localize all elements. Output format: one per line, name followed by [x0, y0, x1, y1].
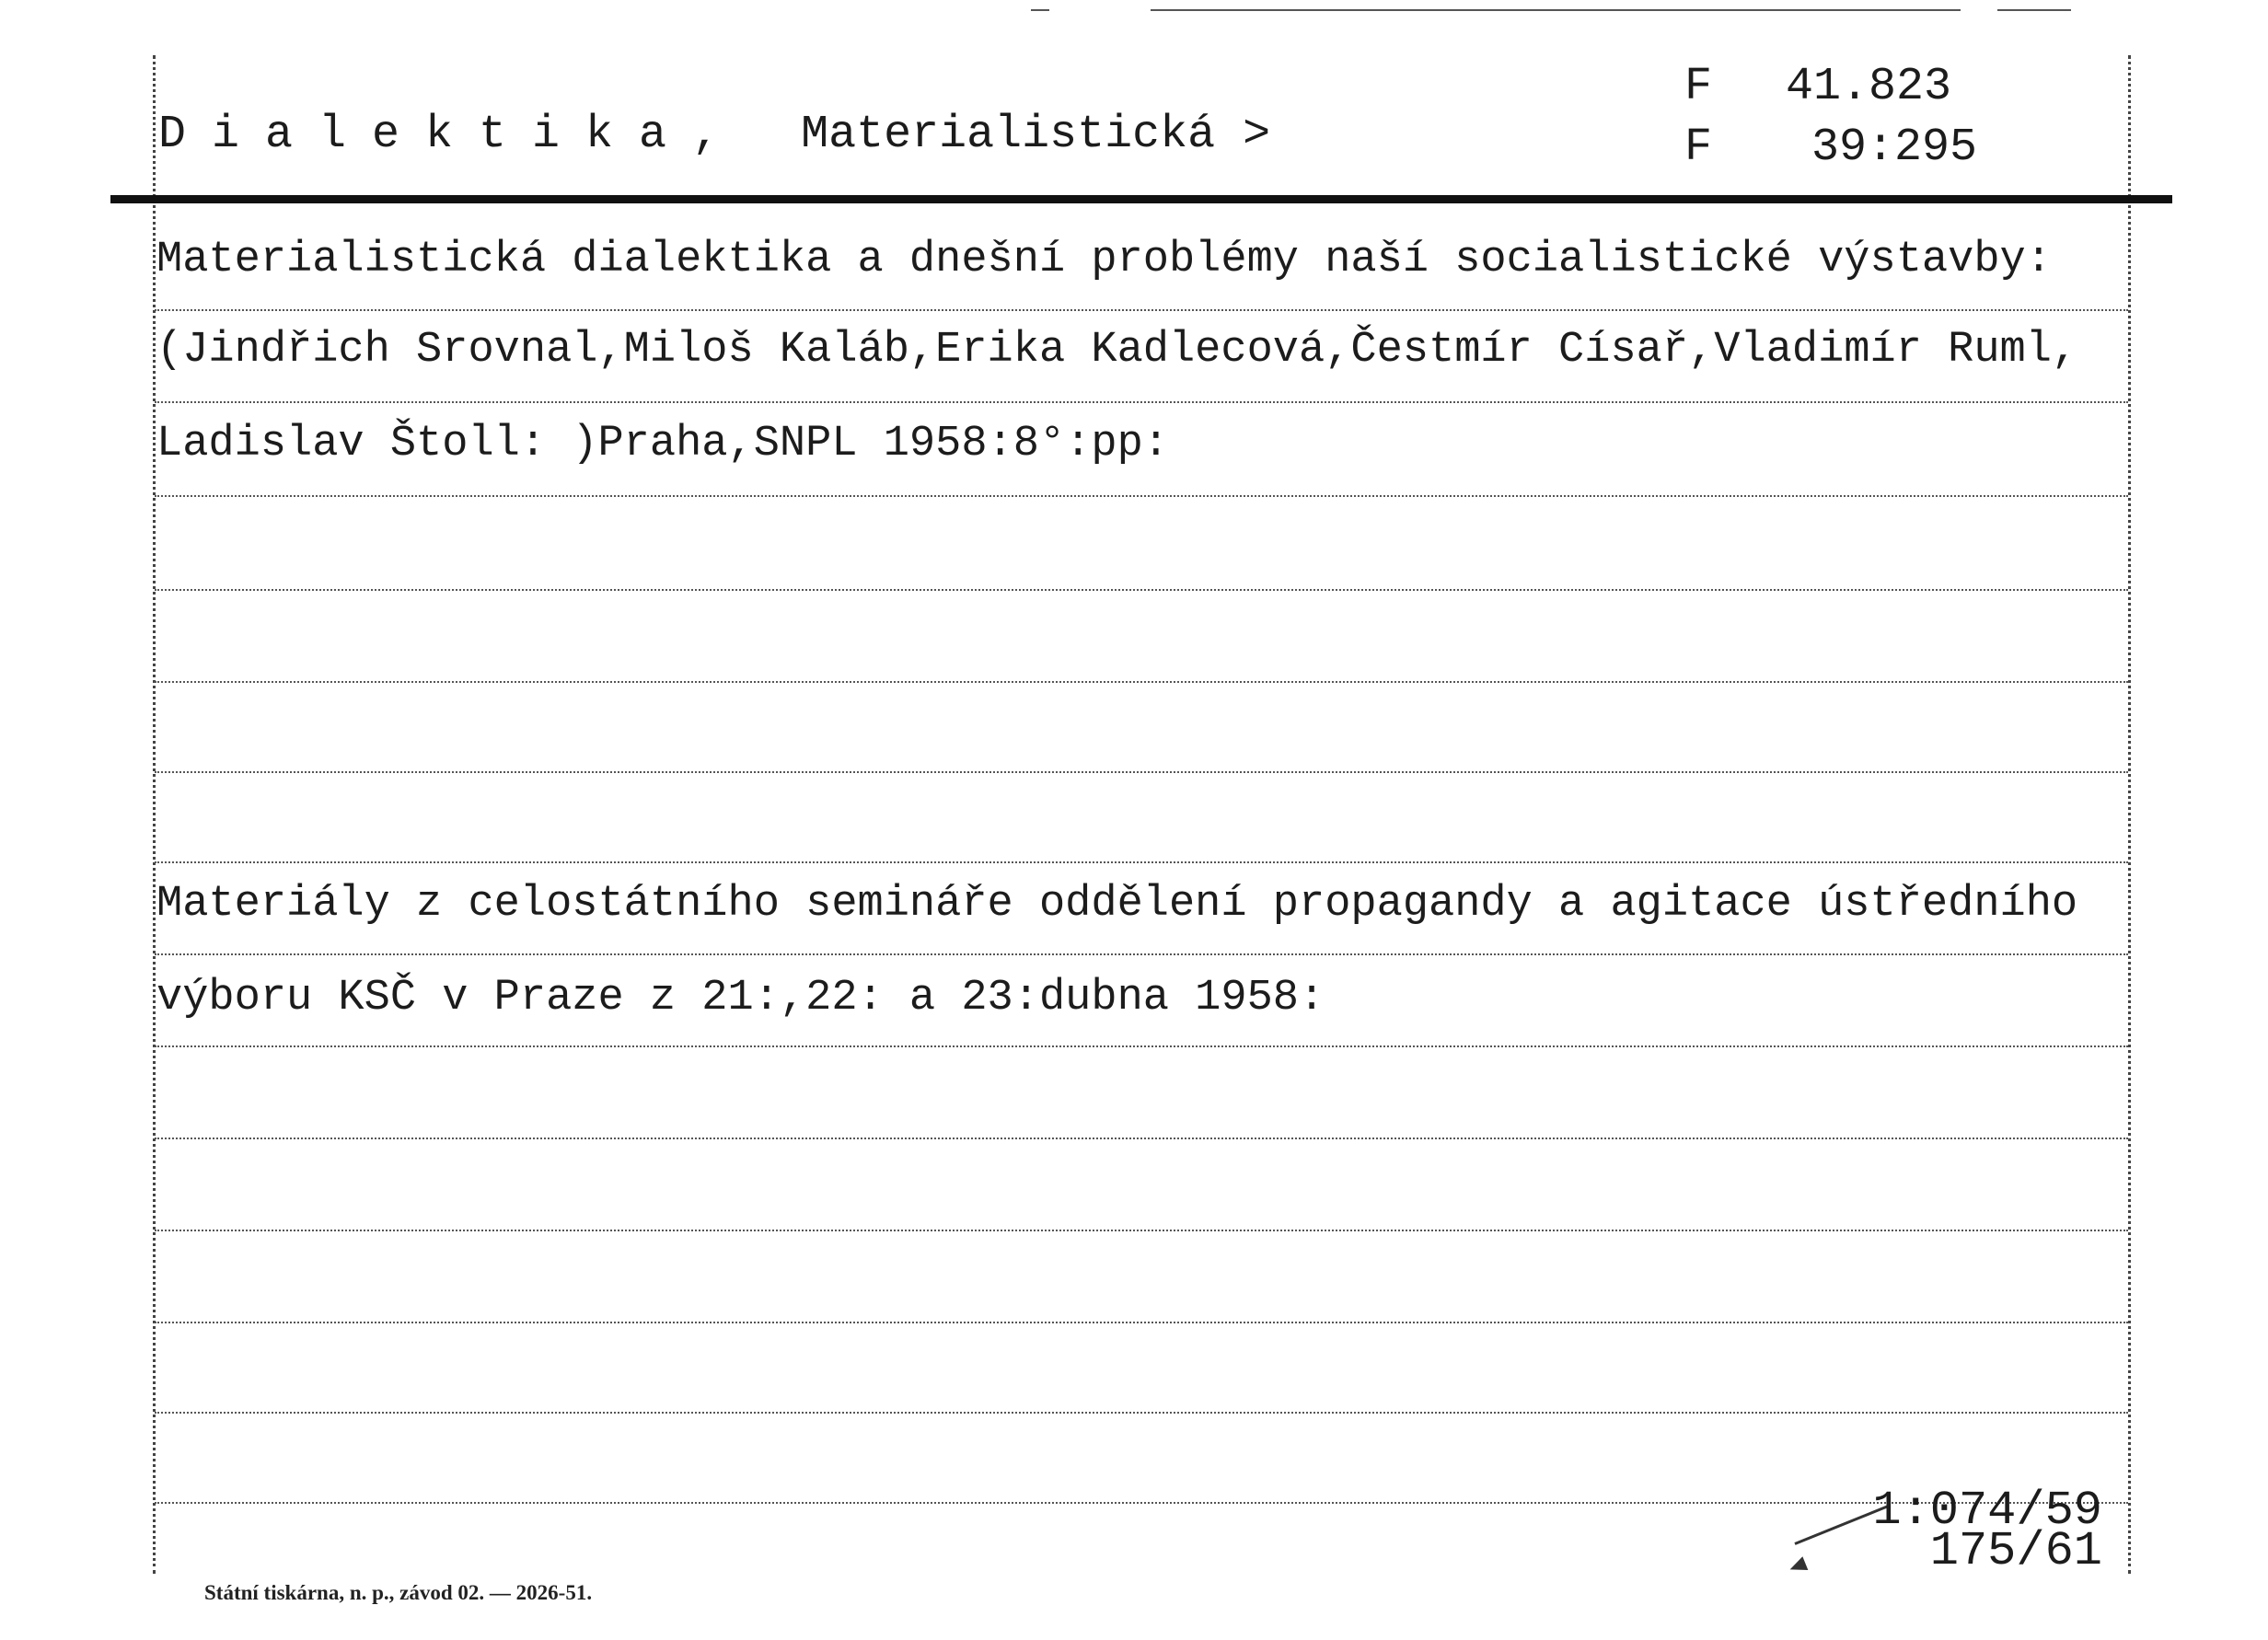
heading-main: Dialektika, [158, 109, 746, 161]
heading-sub: Materialistická [801, 109, 1216, 161]
accession-line-2: 175/61 [1929, 1524, 2102, 1578]
title-line: Materialistická dialektika a dnešní problémy naší socialistické výstavby: [156, 236, 2052, 284]
ruled-line [155, 1138, 2128, 1139]
ruled-line [155, 1322, 2128, 1323]
ruled-line [155, 1230, 2128, 1231]
authors-line-2: Ladislav Štoll: )Praha,SNPL 1958:8°:pp: [156, 420, 1169, 468]
accession-numbers [1872, 1484, 2102, 1578]
note-line-1: Materiály z celostátního semináře oddělení propagandy a agitace ústředního [156, 880, 2078, 929]
handwritten-arrow-head [1788, 1556, 1809, 1576]
handwritten-mark: > [1243, 109, 1271, 161]
card-heading [158, 109, 1270, 161]
top-edge-mark [1997, 9, 2071, 11]
left-margin-line [153, 55, 156, 1574]
ruled-line [155, 1502, 2128, 1504]
ruled-line [155, 1045, 2128, 1047]
printer-imprint: Státní tiskárna, n. p., závod 02. — 2026-51. [204, 1581, 593, 1604]
accession-line-1: 1:074/59 [1872, 1484, 2102, 1538]
ruled-line [155, 1412, 2128, 1414]
top-edge-mark [1031, 9, 1049, 11]
ruled-line [155, 401, 2128, 403]
call-numbers [1684, 57, 1977, 179]
call-number-1: F 41.823 [1684, 61, 1952, 113]
call-number-2: F 39:295 [1684, 121, 1978, 174]
right-margin-line [2128, 55, 2131, 1574]
ruled-line [155, 681, 2128, 683]
note-line-2: výboru KSČ v Praze z 21:,22: a 23:dubna 1958: [156, 974, 1325, 1022]
ruled-line [155, 953, 2128, 955]
ruled-line [155, 309, 2128, 311]
top-edge-line [1151, 9, 1961, 11]
ruled-line [155, 589, 2128, 591]
ruled-line [155, 495, 2128, 497]
ruled-line [155, 771, 2128, 773]
ruled-line [155, 861, 2128, 863]
authors-line-1: (Jindřich Srovnal,Miloš Kaláb,Erika Kadlecová,Čestmír Císař,Vladimír Ruml, [156, 326, 2078, 375]
heading-rule [110, 195, 2172, 203]
